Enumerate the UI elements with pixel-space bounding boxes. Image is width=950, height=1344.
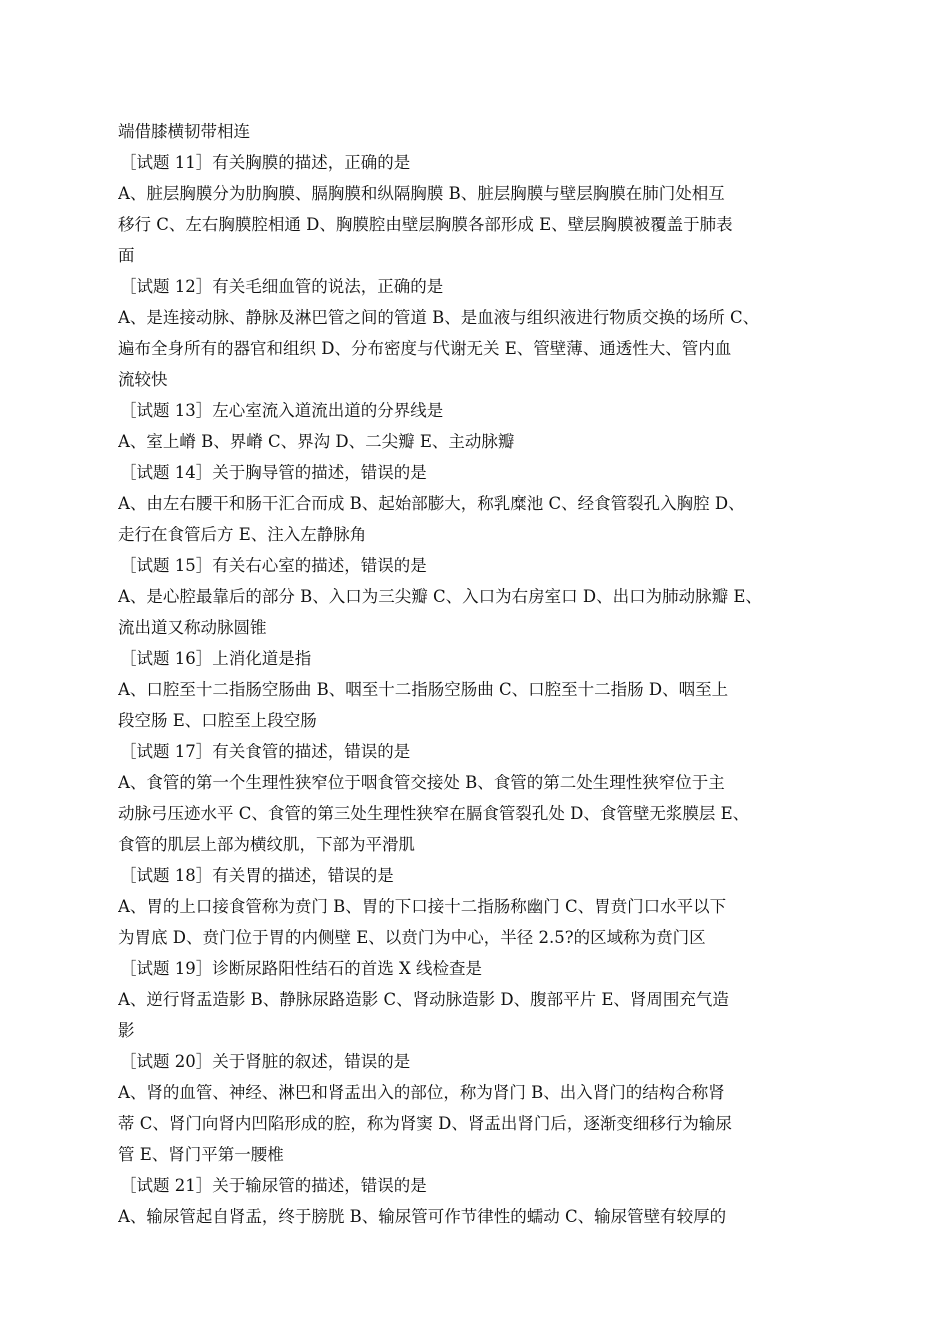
options-line: 蒂 C、肾门向肾内凹陷形成的腔，称为肾窦 D、肾盂出肾门后，逐渐变细移行为输尿 (118, 1114, 732, 1133)
options-line: A、肾的血管、神经、淋巴和肾盂出入的部位，称为肾门 B、出入肾门的结构合称肾 (118, 1083, 725, 1102)
options-line: A、口腔至十二指肠空肠曲 B、咽至十二指肠空肠曲 C、口腔至十二指肠 D、咽至上 (118, 680, 729, 699)
options-line: 管 E、肾门平第一腰椎 (118, 1145, 284, 1164)
question-heading: ［试题 13］左心室流入道流出道的分界线是 (120, 401, 444, 420)
options-line: 流较快 (118, 370, 168, 389)
options-line: A、是心腔最靠后的部分 B、入口为三尖瓣 C、入口为右房室口 D、出口为肺动脉瓣 E、 (118, 587, 762, 606)
question-heading: ［试题 19］诊断尿路阳性结石的首选 X 线检查是 (120, 959, 482, 978)
options-line: A、室上嵴 B、界嵴 C、界沟 D、二尖瓣 E、主动脉瓣 (118, 432, 515, 451)
text-line: 端借膝横韧带相连 (118, 122, 250, 141)
question-heading: ［试题 17］有关食管的描述，错误的是 (120, 742, 411, 761)
options-line: 动脉弓压迹水平 C、食管的第三处生理性狭窄在膈食管裂孔处 D、食管壁无浆膜层 E、 (118, 804, 750, 823)
options-line: 流出道又称动脉圆锥 (118, 618, 267, 637)
options-line: 遍布全身所有的器官和组织 D、分布密度与代谢无关 E、管壁薄、通透性大、管内血 (118, 339, 732, 358)
options-line: 移行 C、左右胸膜腔相通 D、胸膜腔由壁层胸膜各部形成 E、壁层胸膜被覆盖于肺表 (118, 215, 733, 234)
options-line: 走行在食管后方 E、注入左静脉角 (118, 525, 367, 544)
options-line: A、逆行肾盂造影 B、静脉尿路造影 C、肾动脉造影 D、腹部平片 E、肾周围充气造 (118, 990, 729, 1009)
options-line: A、食管的第一个生理性狭窄位于咽食管交接处 B、食管的第二处生理性狭窄位于主 (118, 773, 725, 792)
options-line: 面 (118, 246, 135, 265)
options-line: A、脏层胸膜分为肋胸膜、膈胸膜和纵隔胸膜 B、脏层胸膜与壁层胸膜在肺门处相互 (118, 184, 725, 203)
question-heading: ［试题 11］有关胸膜的描述，正确的是 (120, 153, 411, 172)
document-page (118, 116, 834, 1232)
options-line: A、由左右腰干和肠干汇合而成 B、起始部膨大，称乳糜池 C、经食管裂孔入胸腔 D、 (118, 494, 745, 513)
options-line: A、输尿管起自肾盂，终于膀胱 B、输尿管可作节律性的蠕动 C、输尿管壁有较厚的 (118, 1207, 727, 1226)
options-line: A、是连接动脉、静脉及淋巴管之间的管道 B、是血液与组织液进行物质交换的场所 C、 (118, 308, 760, 327)
question-heading: ［试题 16］上消化道是指 (120, 649, 312, 668)
question-heading: ［试题 15］有关右心室的描述，错误的是 (120, 556, 427, 575)
question-heading: ［试题 20］关于肾脏的叙述，错误的是 (120, 1052, 411, 1071)
options-line: 段空肠 E、口腔至上段空肠 (118, 711, 317, 730)
question-heading: ［试题 18］有关胃的描述，错误的是 (120, 866, 394, 885)
question-heading: ［试题 14］关于胸导管的描述，错误的是 (120, 463, 427, 482)
options-line: 影 (118, 1021, 135, 1040)
question-heading: ［试题 21］关于输尿管的描述，错误的是 (120, 1176, 427, 1195)
options-line: 食管的肌层上部为横纹肌，下部为平滑肌 (118, 835, 415, 854)
options-line: 为胃底 D、贲门位于胃的内侧壁 E、以贲门为中心，半径 2.5?的区域称为贲门区 (118, 928, 706, 947)
options-line: A、胃的上口接食管称为贲门 B、胃的下口接十二指肠称幽门 C、胃贲门口水平以下 (118, 897, 727, 916)
question-heading: ［试题 12］有关毛细血管的说法，正确的是 (120, 277, 444, 296)
